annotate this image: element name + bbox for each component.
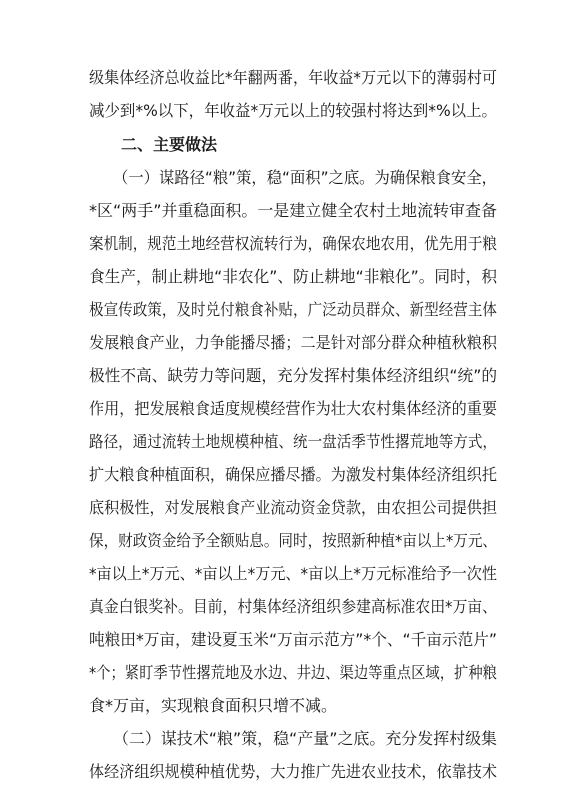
line-text: 食生产，制止耕地“非农化”、防止耕地“非粮化”。同时，积 [89,267,497,286]
paragraph-line [0,460,586,490]
line-text: 扩大粮食种植面积，确保应播尽播。为激发村集体经济组织托 [89,465,497,484]
paragraph-line [0,63,586,93]
paragraph-line [0,96,586,126]
paragraph-line [0,394,586,424]
paragraph-line [0,625,586,655]
line-text: 极宣传政策，及时兑付粮食补贴，广泛动员群众、新型经营主体 [89,300,498,319]
line-text: （二）谋技术“粮”策，稳“产量”之底。充分发挥村级集 [113,729,498,748]
paragraph-line [0,163,586,193]
line-text: 减少到*%以下，年收益*万元以上的较强村将达到*%以上。 [89,101,498,120]
line-text: 保，财政资金给予全额贴息。同时，按照新种植*亩以上*万元、 [89,531,498,550]
line-text: 吨粮田*万亩，建设夏玉米“万亩示范方”*个、“千亩示范片” [89,630,497,649]
paragraph-line [0,427,586,457]
paragraph-line [0,691,586,721]
line-text: *个；紧盯季节性撂荒地及水边、井边、渠边等重点区域，扩种粮 [89,663,497,682]
line-text: 发展粮食产业，力争能播尽播；二是针对部分群众种植秋粮积 [89,333,497,352]
paragraph-line [0,295,586,325]
paragraph-line [0,262,586,292]
paragraph-line [0,229,586,259]
heading-text: 二、主要做法 [121,135,218,154]
paragraph-line [0,757,586,787]
section-heading [0,130,586,160]
line-text: 食*万亩，实现粮食面积只增不减。 [89,696,338,715]
paragraph-line [0,658,586,688]
paragraph-line [0,196,586,226]
line-text: 体经济组织规模种植优势，大力推广先进农业技术，依靠技术 [89,762,497,781]
paragraph-line [0,724,586,754]
line-text: 真金白银奖补。目前，村集体经济组织参建高标准农田*万亩、 [89,597,497,616]
line-text: 级集体经济总收益比*年翻两番，年收益*万元以下的薄弱村可 [89,68,497,87]
paragraph-line [0,361,586,391]
line-text: 路径，通过流转土地规模种植、统一盘活季节性撂荒地等方式， [89,432,498,451]
paragraph-line [0,526,586,556]
paragraph-line [0,559,586,589]
line-text: 极性不高、缺劳力等问题，充分发挥村集体经济组织“统”的 [89,366,498,385]
paragraph-line [0,328,586,358]
line-text: *亩以上*万元、*亩以上*万元、*亩以上*万元标准给予一次性 [89,564,497,583]
line-text: 案机制，规范土地经营权流转行为，确保农地农用，优先用于粮 [89,234,498,253]
paragraph-line [0,493,586,523]
line-text: *区“两手”并重稳面积。一是建立健全农村土地流转审查备 [89,201,497,220]
line-text: （一）谋路径“粮”策，稳“面积”之底。为确保粮食安全， [113,168,498,187]
line-text: 作用，把发展粮食适度规模经营作为壮大农村集体经济的重要 [89,399,497,418]
line-text: 底积极性，对发展粮食产业流动资金贷款，由农担公司提供担 [89,498,497,517]
paragraph-line [0,592,586,622]
